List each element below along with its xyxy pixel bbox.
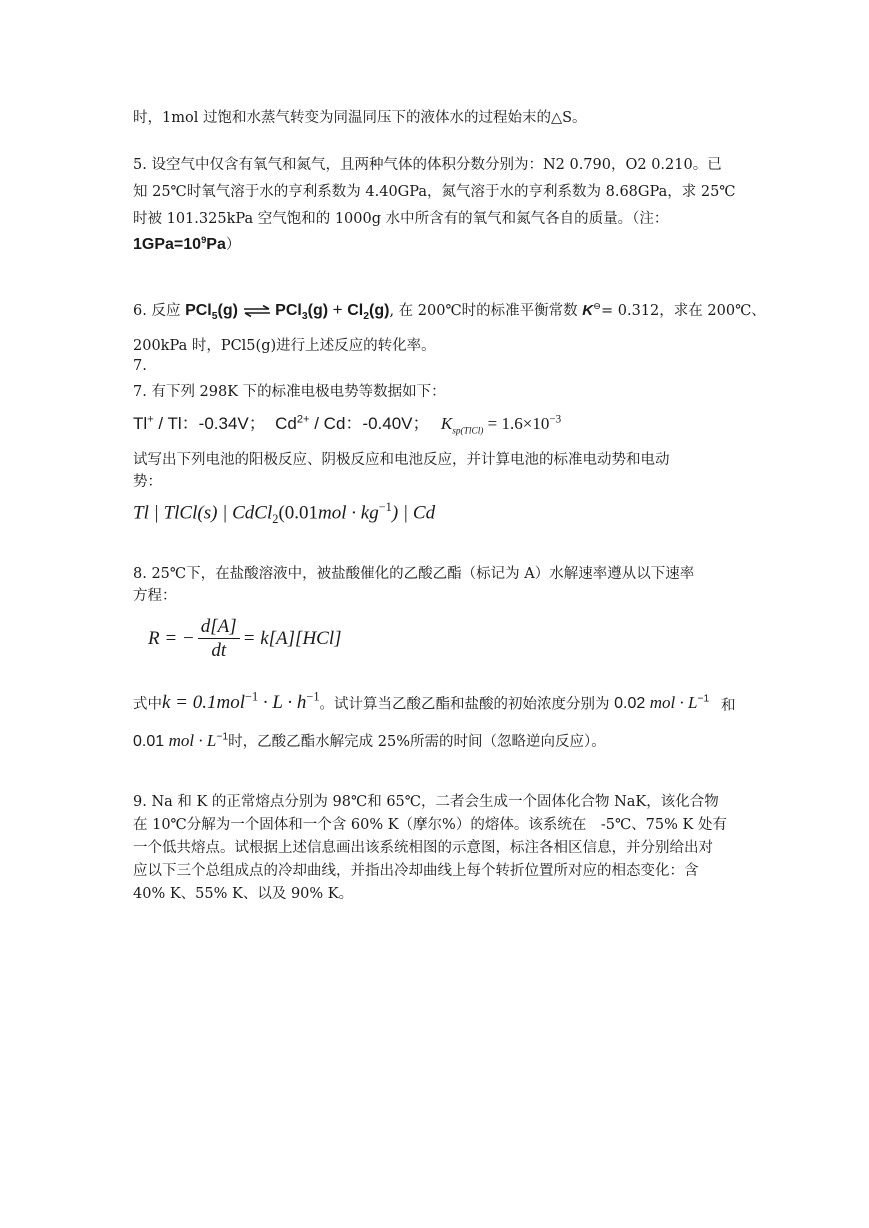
rate-fraction: $\frac{d[A]}{dt}$ [198, 616, 240, 663]
q5-note-base: 1GPa=10 [133, 236, 202, 253]
q8-line-2: 方程： [133, 588, 177, 604]
q7-line-1: 7. 有下列 298K 下的标准电极电势等数据如下： [133, 384, 446, 400]
q7-question-2: 势： [133, 474, 162, 490]
q9-line-3: 一个低共熔点。试根据上述信息画出该系统相图的示意图，标注各相区信息，并分别给出对 [133, 840, 713, 856]
q9-line-2: 在 10℃分解为一个固体和一个含 60% K（摩尔%）的熔体。该系统在 -5℃、75% K 处有 [133, 817, 727, 833]
q7-stray-number: 7. [133, 358, 147, 374]
q8-line-1: 8. 25℃下，在盐酸溶液中，被盐酸催化的乙酸乙酯（标记为 A）水解速率遵从以下速率 [133, 566, 695, 582]
q9-line-4: 应以下三个总组成点的冷却曲线，并指出冷却曲线上每个转折位置所对应的相态变化：含 [133, 863, 699, 879]
q5-line-2: 知 25℃时氧气溶于水的亨利系数为 4.40GPa，氮气溶于水的亨利系数为 8.68GPa，求 25℃ [133, 184, 736, 200]
q5-note-close: ） [225, 237, 241, 253]
conc-2: 0.01 mol · $L^{-1}$ [133, 731, 229, 750]
reaction-product-1: PCl$_3$(g) [275, 302, 329, 323]
electrode-potentials [133, 409, 561, 436]
q9-line-5: 40% K、55% K、以及 90% K。 [133, 886, 354, 902]
cd-ion: $Cd^{2+}$ / Cd：-0.40V； [275, 413, 430, 433]
and-text: 和 [721, 698, 736, 714]
q4-tail-text: 时，1mol 过饱和水蒸气转变为同温同压下的液体水的过程始末的△S。 [133, 110, 587, 126]
k-theta: ⊖ [593, 301, 602, 313]
reaction-product-2: $Cl_2(g)$ [347, 302, 390, 323]
q6-lead: 6. 反应 [133, 303, 181, 319]
q8-text-2: 。试计算当乙酸乙酯和盐酸的初始浓度分别为 [319, 696, 610, 713]
q5-note-exp: 9 [201, 234, 207, 246]
k-value: = 0.312，求在 200℃、 [601, 303, 766, 319]
q5-line-1: 5. 设空气中仅含有氧气和氮气，且两种气体的体积分数分别为：N2 0.790，O2 0.210。已 [133, 157, 722, 173]
q5-line-3: 时被 101.325kPa 空气饱和的 1000g 水中所含有的氧气和氮气各自的质量。（注： [133, 211, 669, 227]
q9-line-1: 9. Na 和 K 的正常熔点分别为 98℃和 65℃，二者会生成一个固体化合物 NaK，该化合物 [133, 794, 719, 810]
reaction-reactant: PCl$_5$(g) [185, 302, 238, 323]
q7-question-1: 试写出下列电池的阳极反应、阴极反应和电池反应，并计算电池的标准电动势和电动 [133, 452, 670, 468]
k-expression: $k = 0.1mol^{-1} \cdot L \cdot h^{-1}$ [162, 690, 320, 714]
q6-line-2: 200kPa 时，PCl5(g)进行上述反应的转化率。 [133, 338, 436, 354]
q6-line-1 [133, 299, 766, 322]
ksp-expression: $K_{sp(TlCl)} = 1.6\times 10^{-3}$ [440, 413, 562, 437]
q5-note-unit: Pa [206, 236, 226, 253]
q8-tail-line [133, 730, 606, 751]
conc-1: 0.02 mol · $L^{-1}$ [614, 693, 710, 713]
tl-ion: Tl+ / Tl：-0.34V； [133, 413, 266, 433]
equilibrium-arrow-icon [243, 305, 271, 317]
q8-tail: 时，乙酸乙酯水解完成 25%所需的时间（忽略逆向反应）。 [228, 734, 606, 750]
q5-note [133, 233, 240, 254]
reaction-plus: + [332, 300, 343, 319]
cell-notation: Tl | TlCl(s) | CdCl$_2$(0.01mol · $kg^{-1}$) | Cd [133, 500, 436, 527]
rate-equation: R = − $\frac{d[A]}{dt}$ = k[A][HCl] [148, 616, 342, 661]
q6-tail: , 在 200℃时的标准平衡常数 [389, 303, 578, 319]
k-symbol: K [582, 302, 594, 319]
where-text: 式中 [133, 696, 162, 713]
q8-where-line [133, 690, 743, 714]
